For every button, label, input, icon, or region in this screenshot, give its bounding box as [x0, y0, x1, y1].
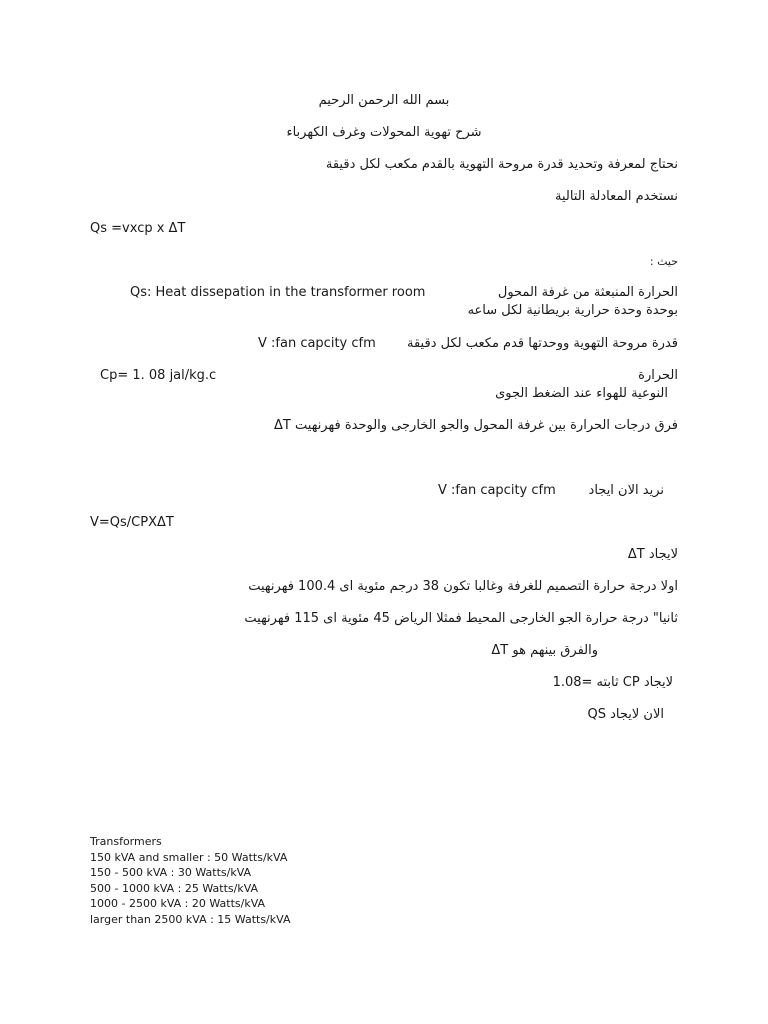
list-item: 500 - 1000 kVA : 25 Watts/kVA: [90, 881, 259, 895]
list-item: 150 kVA and smaller : 50 Watts/kVA: [90, 850, 288, 864]
find-v-en: V :fan capcity cfm: [438, 483, 556, 498]
transformer-losses-list: [90, 834, 290, 927]
v-formula: V=Qs/CPXΔT: [90, 515, 174, 530]
list-heading: Transformers: [90, 835, 162, 848]
list-item: 1000 - 2500 kVA : 20 Watts/kVA: [90, 897, 266, 910]
find-delta-t: لايجاد ΔT: [627, 547, 678, 562]
basmala: بسم الله الرحمن الرحيم: [318, 93, 450, 108]
outdoor-temperature-line: ثانيا" درجة حرارة الجو الخارجى المحيط فمثلا الرياض 45 مئوية اى 115 فهرنهيت: [244, 611, 678, 626]
find-v-ar: نريد الان ايجاد: [588, 483, 664, 498]
qs-definition-ar: الحرارة المنبعثة من غرفة المحول: [497, 285, 678, 300]
find-qs-line: الان لايجاد QS: [587, 707, 664, 722]
difference-line: والفرق بينهم هو ΔT: [491, 643, 598, 658]
qs-unit: بوحدة وحدة حرارية بريطانية لكل ساعه: [467, 303, 678, 318]
main-equation: Qs =vxcp x ΔT: [90, 221, 186, 236]
where-label: حيث :: [649, 255, 678, 268]
delta-t-definition: فرق درجات الحرارة بين غرفة المحول والجو الخارجى والوحدة فهرنهيت ΔT: [274, 418, 678, 433]
v-definition-en: V :fan capcity cfm: [258, 336, 376, 351]
equation-intro: نستخدم المعادلة التالية: [554, 189, 678, 204]
design-temperature-line: اولا درجة حرارة التصميم للغرفة وغالبا تكون 38 درجم مئوية اى 100.4 فهرنهيت: [248, 579, 678, 594]
document-title: شرح تهوية المحولات وغرف الكهرباء: [286, 125, 482, 140]
cp-constant-line: لايجاد CP ثابته =1.08: [552, 675, 673, 690]
v-definition-ar: قدرة مروحة التهوية ووحدتها قدم مكعب لكل دقيقة: [407, 336, 678, 351]
list-item: 150 - 500 kVA : 30 Watts/kVA: [90, 866, 252, 879]
cp-definition-ar: الحرارة: [638, 368, 678, 383]
intro-line: نحتاج لمعرفة وتحديد قدرة مروحة التهوية بالقدم مكعب لكل دقيقة: [325, 157, 678, 172]
list-item: larger than 2500 kVA : 15 Watts/kVA: [90, 912, 291, 926]
cp-description: النوعية للهواء عند الضغط الجوى: [495, 386, 668, 401]
cp-definition-en: Cp= 1. 08 jal/kg.c: [100, 368, 217, 383]
qs-definition-en: Qs: Heat dissepation in the transformer room: [130, 285, 426, 300]
